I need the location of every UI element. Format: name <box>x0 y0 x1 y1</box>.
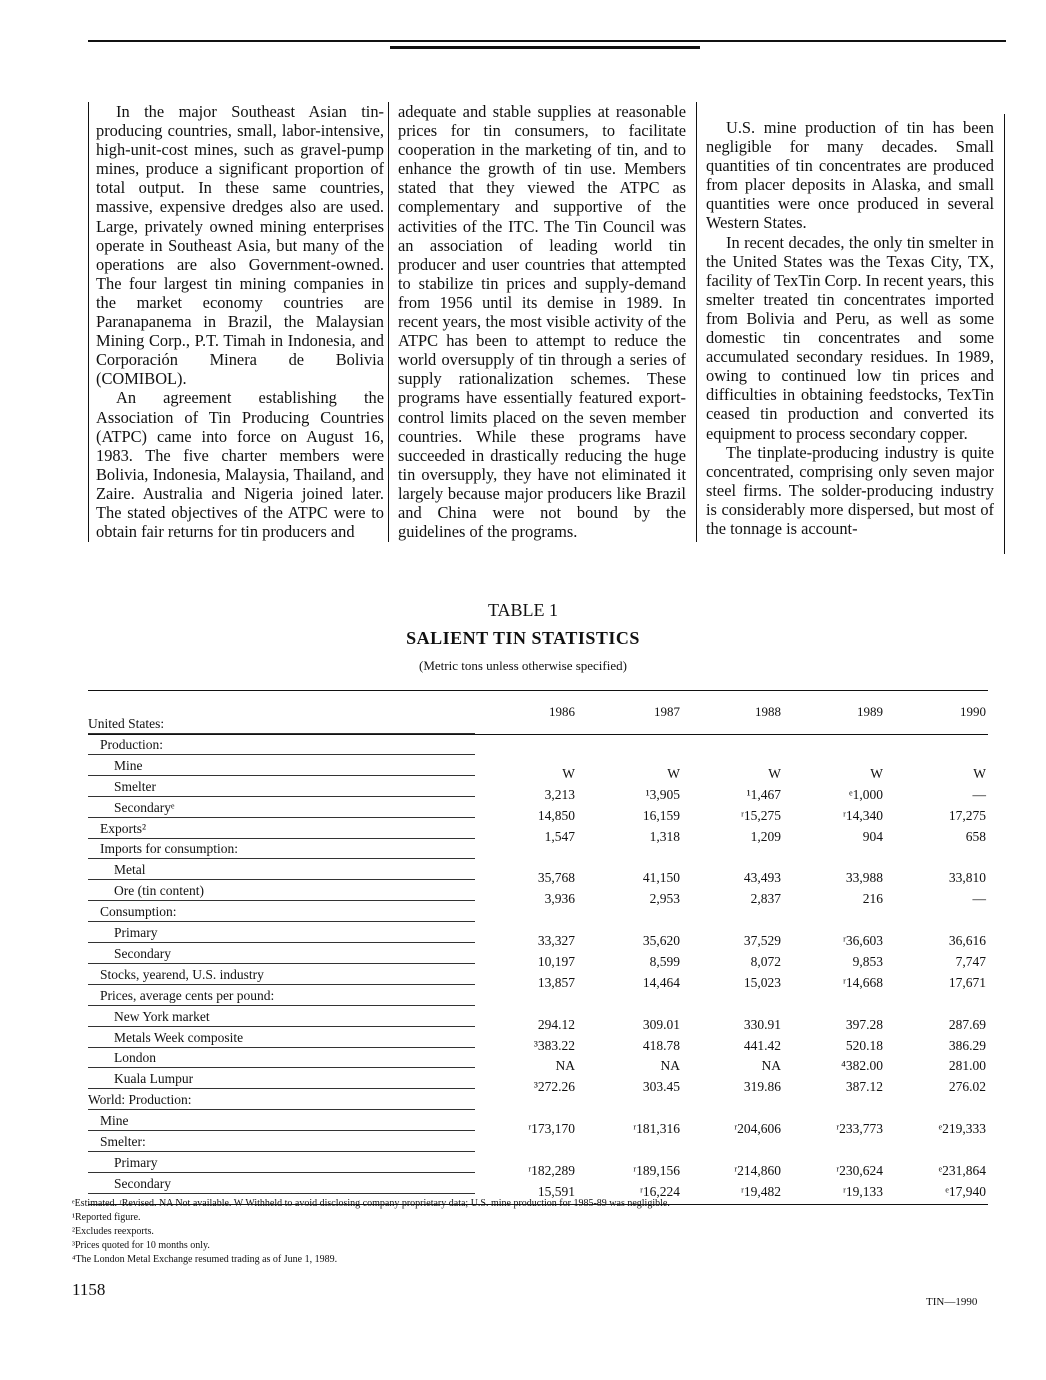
column-header-1986: 1986 <box>549 704 575 719</box>
table-cell: ³383.22 <box>533 1037 575 1053</box>
top-rule <box>88 40 1006 42</box>
table-number: TABLE 1 <box>487 600 559 620</box>
table-cell: 216 <box>862 891 883 907</box>
table-cell: ᵉ1,000 <box>849 786 883 802</box>
footnote: ¹Reported figure. <box>72 1212 141 1223</box>
table-cell: 33,988 <box>845 870 883 886</box>
table-cell: 287.69 <box>948 1016 986 1032</box>
table-cell: 35,768 <box>537 870 575 886</box>
row-label-rule <box>88 754 475 755</box>
row-label-rule <box>88 1005 475 1006</box>
table-cell: — <box>972 786 986 802</box>
table-cell: 281.00 <box>948 1058 986 1074</box>
table-cell: 2,953 <box>649 891 680 907</box>
row-label-rule <box>88 1172 475 1173</box>
row-label: Metals Week composite <box>114 1029 244 1045</box>
table-cell: ʳ181,316 <box>633 1121 680 1137</box>
row-label: London <box>114 1050 156 1066</box>
table-cell: W <box>973 765 986 781</box>
table-cell: W <box>768 765 781 781</box>
table-cell: 397.28 <box>845 1016 883 1032</box>
text-column-3 <box>706 118 994 538</box>
column-header-1987: 1987 <box>654 704 680 719</box>
row-label: Exports² <box>100 820 147 836</box>
running-head: TIN—1990 <box>926 1296 978 1308</box>
table-cell: — <box>972 891 986 907</box>
table-cell: NA <box>555 1058 575 1074</box>
row-label: Production: <box>100 736 163 752</box>
text-column-1 <box>96 102 384 541</box>
row-label: Kuala Lumpur <box>114 1071 194 1087</box>
row-label-rule <box>88 1088 475 1089</box>
footnote: ⁴The London Metal Exchange resumed trading as of June 1, 1989. <box>72 1254 338 1265</box>
row-label-rule <box>88 796 475 797</box>
table-cell: ⁴382.00 <box>841 1058 883 1074</box>
table-cell: 276.02 <box>948 1079 986 1095</box>
paragraph: The tinplate-producing industry is quite concentrated, comprising only seven major steel firms. The solder-producing industry is considerably more dispersed, but most of the tonnage is account- <box>706 442 994 538</box>
row-label-rule <box>88 1151 475 1152</box>
table-cell: 10,197 <box>537 953 575 969</box>
table-cell: 14,464 <box>642 974 680 990</box>
table-title: SALIENT TIN STATISTICS <box>406 628 640 648</box>
row-label-rule <box>88 1193 475 1194</box>
row-label: Ore (tin content) <box>114 883 204 899</box>
row-label-rule <box>88 733 475 734</box>
top-rule-accent <box>390 46 700 49</box>
row-label-rule <box>88 1109 475 1110</box>
footnote: ³Prices quoted for 10 months only. <box>72 1240 210 1251</box>
row-label-rule <box>88 1067 475 1068</box>
paragraph: adequate and stable supplies at reasonable prices for tin consumers, to facilitate cooperation in the marketing of tin, and to enhance the growth of tin use. Members stated that they viewed the ATPC as complementary and supportive of the activities of the ITC. The Tin Council was an association of leading world tin producer and user countries that attempted to stabilize tin prices and supply-demand from 1956 until its demise in 1989. In recent years, the most visible activity of the ATPC has been to attempt to reduce the world oversupply of tin through a series of supply rationalization schemes. These programs have essentially featured export-control limits placed on the seven member countries. While these programs have succeeded in drastically reducing the huge tin oversupply, they have not eliminated it largely because major producers like Brazil and China were not bound by the guidelines of the programs. <box>398 102 686 542</box>
column-header-1988: 1988 <box>755 704 781 719</box>
table-cell: 294.12 <box>537 1016 575 1032</box>
table-cell: W <box>870 765 883 781</box>
table-cell: 3,213 <box>544 786 575 802</box>
table-cell: 33,327 <box>537 933 575 948</box>
row-label: Metal <box>114 862 146 878</box>
row-label: Secondaryᵉ <box>114 799 175 815</box>
table-cell: 43,493 <box>743 870 781 886</box>
table-cell: 2,837 <box>750 891 781 907</box>
table-cell: 658 <box>965 828 986 844</box>
table-cell: ʳ173,170 <box>528 1121 575 1137</box>
row-label-rule <box>88 984 475 985</box>
table-cell: ʳ189,156 <box>633 1162 680 1178</box>
table-cell: 17,275 <box>948 807 986 823</box>
table-cell: 37,529 <box>743 933 781 948</box>
table-cell: 35,620 <box>642 933 680 948</box>
table-cell: ᵉ231,864 <box>938 1162 986 1178</box>
row-label-rule <box>88 942 475 943</box>
table-cell: W <box>667 765 680 781</box>
table-cell: 309.01 <box>642 1016 680 1032</box>
table-cell: ᵉ17,940 <box>945 1183 986 1199</box>
paragraph: U.S. mine production of tin has been negligible for many decades. Small quantities of tin concentrates are produced from placer deposits in Alaska, and small quantities were once produced in several Western States. <box>706 118 994 233</box>
table-cell: 441.42 <box>743 1037 781 1053</box>
table-cell: 1,209 <box>750 828 781 844</box>
row-label-rule <box>88 838 475 839</box>
column-rule-right <box>1004 114 1005 554</box>
row-label: New York market <box>114 1008 210 1024</box>
footnote: ²Excludes reexports. <box>72 1226 154 1237</box>
table-cell: ᵉ219,333 <box>938 1121 986 1137</box>
column-rule-2 <box>696 102 697 542</box>
paragraph: In recent decades, the only tin smelter in the United States was the Texas City, TX, facility of TexTin Corp. In recent years, this smelter treated tin concentrates imported from Bolivia and Peru, as well as some domestic tin concentrates and some accumulated secondary residues. In 1989, owing to continued low tin prices and difficulties in obtaining feedstocks, TexTin ceased tin production and converted its equipment to process secondary copper. <box>706 232 994 443</box>
table-cell: 303.45 <box>642 1079 680 1095</box>
row-label: Consumption: <box>100 904 177 920</box>
column-header-1989: 1989 <box>857 704 883 719</box>
column-header-1990: 1990 <box>960 704 986 719</box>
table-cell: 7,747 <box>955 953 986 969</box>
row-label: United States: <box>88 716 165 731</box>
table-cell: 17,671 <box>948 974 986 990</box>
row-label-rule <box>88 1130 475 1131</box>
table-cell: ʳ19,482 <box>740 1183 781 1199</box>
table-cell: 33,810 <box>948 870 986 886</box>
table-cell: 3,936 <box>544 891 575 907</box>
table-cell: ʳ233,773 <box>836 1121 883 1137</box>
table-cell: 9,853 <box>852 953 883 969</box>
text-column-2 <box>398 102 686 541</box>
row-label: Mine <box>114 757 143 773</box>
table-cell: 319.86 <box>743 1079 781 1095</box>
row-label: Secondary <box>114 1175 171 1191</box>
table-cell: ʳ36,603 <box>842 933 883 948</box>
table-cell: 16,159 <box>642 807 680 823</box>
row-label-rule <box>88 858 475 859</box>
table-cell: 8,072 <box>750 953 781 969</box>
column-rule-left <box>88 102 89 542</box>
table-cell: 1,318 <box>649 828 680 844</box>
row-label-rule <box>88 900 475 901</box>
table-cell: ʳ182,289 <box>528 1162 575 1178</box>
row-label-rule <box>88 963 475 964</box>
table-cell: ʳ19,133 <box>842 1183 883 1199</box>
table-cell: 330.91 <box>743 1016 781 1032</box>
row-label: Smelter <box>114 778 156 794</box>
table-cell: ʳ16,224 <box>639 1183 680 1199</box>
footnote: ᵉEstimated. ʳRevised. NA Not available. W Withheld to avoid disclosing company proprietary data; U.S. mine production for 1985-89 was negligible. <box>72 1198 670 1209</box>
row-label-rule <box>88 817 475 818</box>
table-cell: ʳ15,275 <box>740 807 781 823</box>
paragraph: In the major Southeast Asian tin-producing countries, small, labor-intensive, high-unit-cost mines, such as gravel-pump mines, produce a significant proportion of total output. In these same countries, massive, expensive dredges also are used. Large, privately owned mining enterprises operate in Southeast Asia, but many of the operations are also Government-owned. The four largest tin mining companies in the market economy countries are Paranapanema in Brazil, the Malaysian Mining Corp., P.T. Timah in Indonesia, and Corporación Minera de Bolivia (COMIBOL). <box>96 102 384 389</box>
table-cell: 36,616 <box>948 933 986 948</box>
table-cell: ʳ14,668 <box>842 974 883 990</box>
row-label: World: Production: <box>88 1092 192 1108</box>
table-cell: 904 <box>862 828 883 844</box>
row-label: Stocks, yearend, U.S. industry <box>100 966 264 982</box>
table-header-rule <box>88 734 988 735</box>
page-number: 1158 <box>72 1280 106 1299</box>
table-cell: 14,850 <box>537 807 575 823</box>
row-label-rule <box>88 879 475 880</box>
table-subtitle: (Metric tons unless otherwise specified) <box>419 658 627 673</box>
table-cell: 386.29 <box>948 1037 986 1053</box>
row-label-rule <box>88 921 475 922</box>
table-cell: 520.18 <box>845 1037 883 1053</box>
row-label-rule <box>88 775 475 776</box>
table-cell: ʳ214,860 <box>734 1162 781 1178</box>
table-cell: NA <box>761 1058 781 1074</box>
table-cell: ¹3,905 <box>645 786 680 802</box>
table-cell: ʳ14,340 <box>842 807 883 823</box>
table-cell: 8,599 <box>649 953 680 969</box>
row-label: Prices, average cents per pound: <box>100 987 275 1003</box>
table-cell: 15,023 <box>743 974 781 990</box>
row-label-rule <box>88 1047 475 1048</box>
table-cell: 1,547 <box>544 828 575 844</box>
row-label: Smelter: <box>100 1134 146 1149</box>
row-label-rule <box>88 1026 475 1027</box>
table-cell: 13,857 <box>537 974 575 990</box>
table-top-rule <box>88 690 988 691</box>
table-cell: ¹1,467 <box>746 786 781 802</box>
table-cell: ³272.26 <box>533 1079 575 1095</box>
row-label: Mine <box>100 1113 129 1129</box>
paragraph: An agreement establishing the Association of Tin Producing Countries (ATPC) came into force on August 16, 1983. The five charter members were Bolivia, Indonesia, Malaysia, Thailand, and Zaire. Australia and Nigeria joined later. The stated objectives of the ATPC were to obtain fair returns for tin producers and <box>96 388 384 542</box>
table-cell: 387.12 <box>845 1079 883 1095</box>
table-cell: 41,150 <box>642 870 680 886</box>
body-text <box>88 102 1006 562</box>
column-rule-1 <box>388 102 389 542</box>
row-label: Primary <box>114 1154 158 1170</box>
table-cell: W <box>562 765 575 781</box>
table-cell: ʳ204,606 <box>734 1121 781 1137</box>
row-label: Imports for consumption: <box>100 841 238 857</box>
row-label: Secondary <box>114 945 171 961</box>
table-cell: 418.78 <box>642 1037 680 1053</box>
table-cell: 15,591 <box>537 1183 575 1199</box>
table-cell: ʳ230,624 <box>836 1162 883 1178</box>
table-cell: NA <box>660 1058 680 1074</box>
row-label: Primary <box>114 925 158 940</box>
